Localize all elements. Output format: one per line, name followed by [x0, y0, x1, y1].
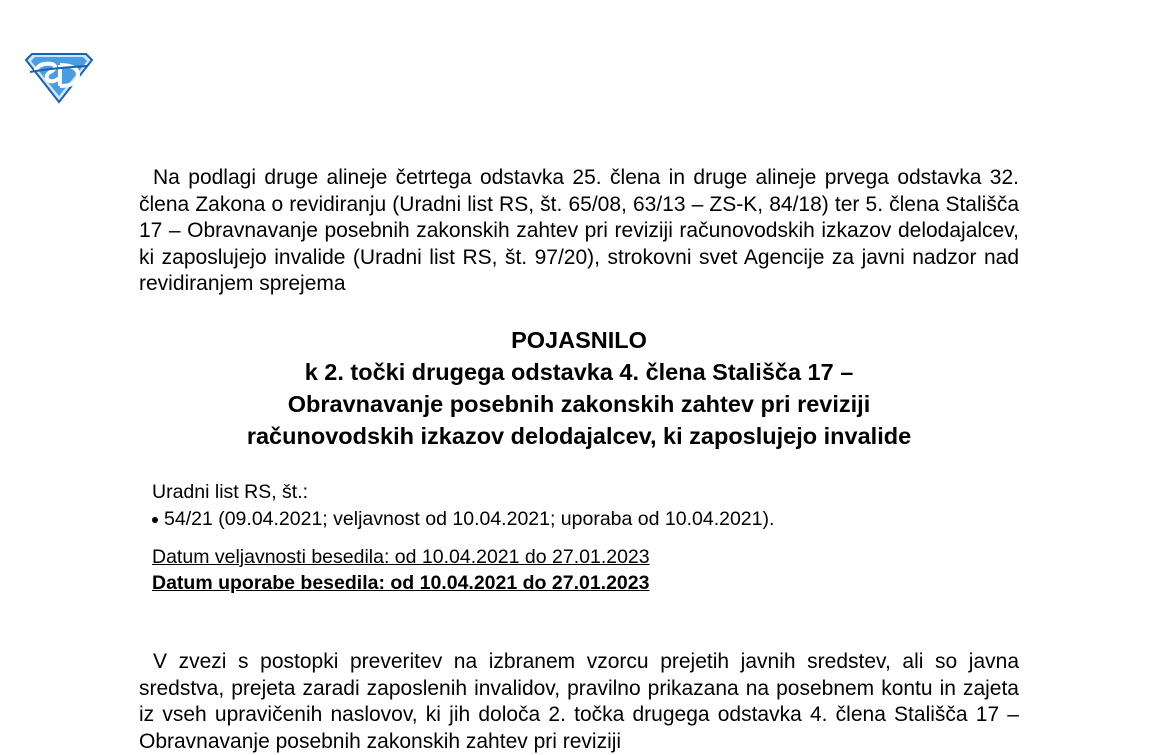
gazette-entry — [152, 506, 774, 533]
gazette-block — [152, 479, 774, 533]
preamble-paragraph: Na podlagi druge alineje četrtega odstavka 25. člena in druge alineje prvega odstavka 32. člena Zakona o revidiranju (Uradni list RS, št. 65/08, 63/13 – ZS-K, 84/18) ter 5. člena Stališča 17 – Obravnavanje posebnih zakonskih zahtev pri reviziji računovodskih izkazov delodajalcev, ki zaposlujejo invalide (Uradni list RS, št. 97/20), strokovni svet Agencije za javni nadzor nad revidiranjem sprejema — [139, 166, 1019, 295]
validity-block — [152, 544, 650, 596]
sd-logo — [22, 50, 96, 104]
body-paragraph: V zvezi s postopki preveritev na izbranem vzorcu prejetih javnih sredstev, ali so javna sredstva, prejeta zaradi zaposlenih invalidov, pravilno prikazana na posebnem kontu in zajeta iz vseh upravičenih naslovov, ki jih določa 2. točka drugega odstavka 4. člena Stališča 17 – Obravnavanje posebnih zakonskih zahtev pri reviziji — [139, 650, 1019, 753]
title-subheading-2: Obravnavanje posebnih zakonskih zahtev pri reviziji — [287, 391, 871, 417]
sd-logo-icon — [22, 50, 96, 104]
title-subheading-3: računovodskih izkazov delodajalcev, ki zaposlujejo invalide — [246, 423, 912, 449]
validity-date: Datum veljavnosti besedila: od 10.04.2021 do 27.01.2023 — [152, 546, 650, 568]
bullet-icon — [152, 517, 158, 523]
gazette-label: Uradni list RS, št.: — [152, 481, 309, 503]
gazette-entry-text: 54/21 (09.04.2021; veljavnost od 10.04.2021; uporaba od 10.04.2021). — [164, 508, 775, 530]
title-heading: POJASNILO — [511, 327, 647, 353]
use-date: Datum uporabe besedila: od 10.04.2021 do 27.01.2023 — [152, 572, 650, 594]
document-title — [139, 324, 1019, 452]
title-subheading-1: k 2. točki drugega odstavka 4. člena Stališča 17 – — [304, 359, 854, 385]
